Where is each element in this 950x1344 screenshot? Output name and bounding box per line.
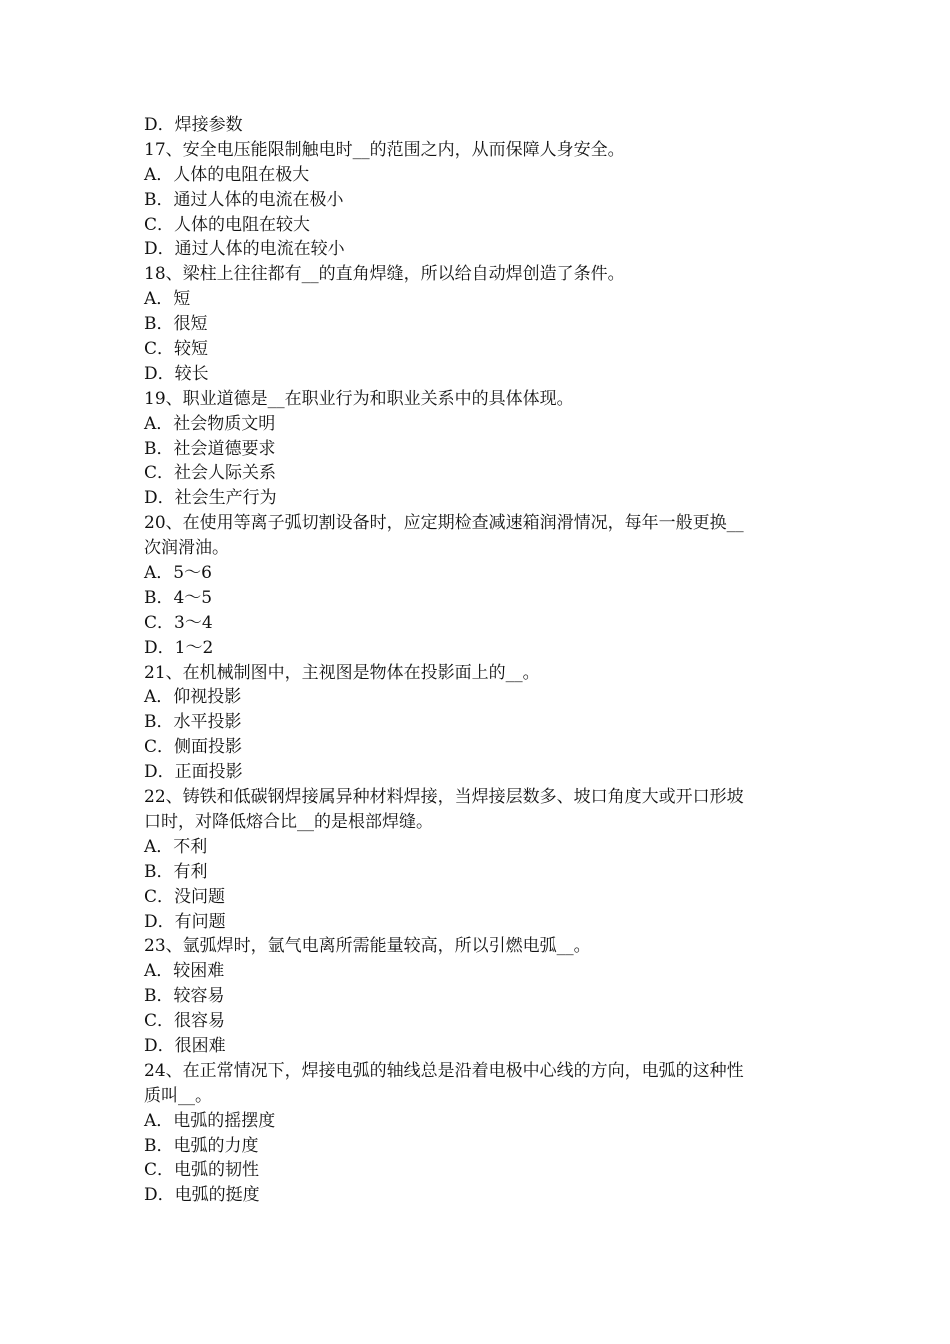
question-22: 22、铸铁和低碳钢焊接属异种材料焊接，当焊接层数多、坡口角度大或开口形坡 bbox=[144, 787, 744, 808]
option-line: D．通过人体的电流在较小 bbox=[144, 239, 345, 260]
option-line: A．不利 bbox=[144, 836, 208, 857]
option-line: D．1～2 bbox=[144, 637, 214, 658]
option-line: C．3～4 bbox=[144, 612, 213, 633]
option-line: B．较容易 bbox=[144, 986, 225, 1007]
option-line: C．电弧的韧性 bbox=[144, 1160, 260, 1181]
option-line: A．人体的电阻在极大 bbox=[144, 164, 310, 185]
question-list bbox=[144, 113, 816, 1208]
question-23: 23、氩弧焊时，氩气电离所需能量较高，所以引燃电弧__。 bbox=[144, 936, 591, 957]
question-18: 18、梁柱上往往都有__的直角焊缝，所以给自动焊创造了条件。 bbox=[144, 264, 625, 285]
option-line: B．社会道德要求 bbox=[144, 438, 276, 459]
option-line: C．没问题 bbox=[144, 886, 226, 907]
option-line: B．很短 bbox=[144, 314, 208, 335]
option-line: C．人体的电阻在较大 bbox=[144, 214, 311, 235]
option-line: D．正面投影 bbox=[144, 762, 243, 783]
option-line: C．很容易 bbox=[144, 1011, 226, 1032]
option-line: D．较长 bbox=[144, 363, 209, 384]
option-line: A．较困难 bbox=[144, 961, 225, 982]
option-line: A．5～6 bbox=[144, 563, 212, 584]
option-line: D．有问题 bbox=[144, 911, 226, 932]
option-line: C．侧面投影 bbox=[144, 737, 243, 758]
question-22-continued: 口时，对降低熔合比__的是根部焊缝。 bbox=[144, 811, 433, 832]
question-24: 24、在正常情况下，焊接电弧的轴线总是沿着电极中心线的方向，电弧的这种性 bbox=[144, 1060, 744, 1081]
option-line: D．社会生产行为 bbox=[144, 488, 277, 509]
option-line: A．短 bbox=[144, 289, 191, 310]
option-line: A．社会物质文明 bbox=[144, 413, 276, 434]
question-20: 20、在使用等离子弧切割设备时，应定期检查减速箱润滑情况，每年一般更换__ bbox=[144, 513, 744, 534]
option-line: C．较短 bbox=[144, 339, 209, 360]
question-17: 17、安全电压能限制触电时__的范围之内，从而保障人身安全。 bbox=[144, 139, 625, 160]
option-line: D．很困难 bbox=[144, 1035, 226, 1056]
option-line: A．电弧的摇摆度 bbox=[144, 1110, 276, 1131]
question-24-continued: 质叫__。 bbox=[144, 1085, 212, 1106]
option-line: B．电弧的力度 bbox=[144, 1135, 259, 1156]
option-line: B．4～5 bbox=[144, 587, 213, 608]
question-20-continued: 次润滑油。 bbox=[144, 538, 229, 559]
option-line: D．电弧的挺度 bbox=[144, 1185, 260, 1206]
option-line: B．通过人体的电流在极小 bbox=[144, 189, 344, 210]
question-19: 19、职业道德是__在职业行为和职业关系中的具体体现。 bbox=[144, 388, 574, 409]
option-line: B．有利 bbox=[144, 861, 208, 882]
question-21: 21、在机械制图中，主视图是物体在投影面上的__。 bbox=[144, 662, 540, 683]
option-line: D．焊接参数 bbox=[144, 115, 243, 135]
option-line: B．水平投影 bbox=[144, 712, 242, 733]
option-line: A．仰视投影 bbox=[144, 687, 242, 708]
option-line: C．社会人际关系 bbox=[144, 463, 277, 484]
